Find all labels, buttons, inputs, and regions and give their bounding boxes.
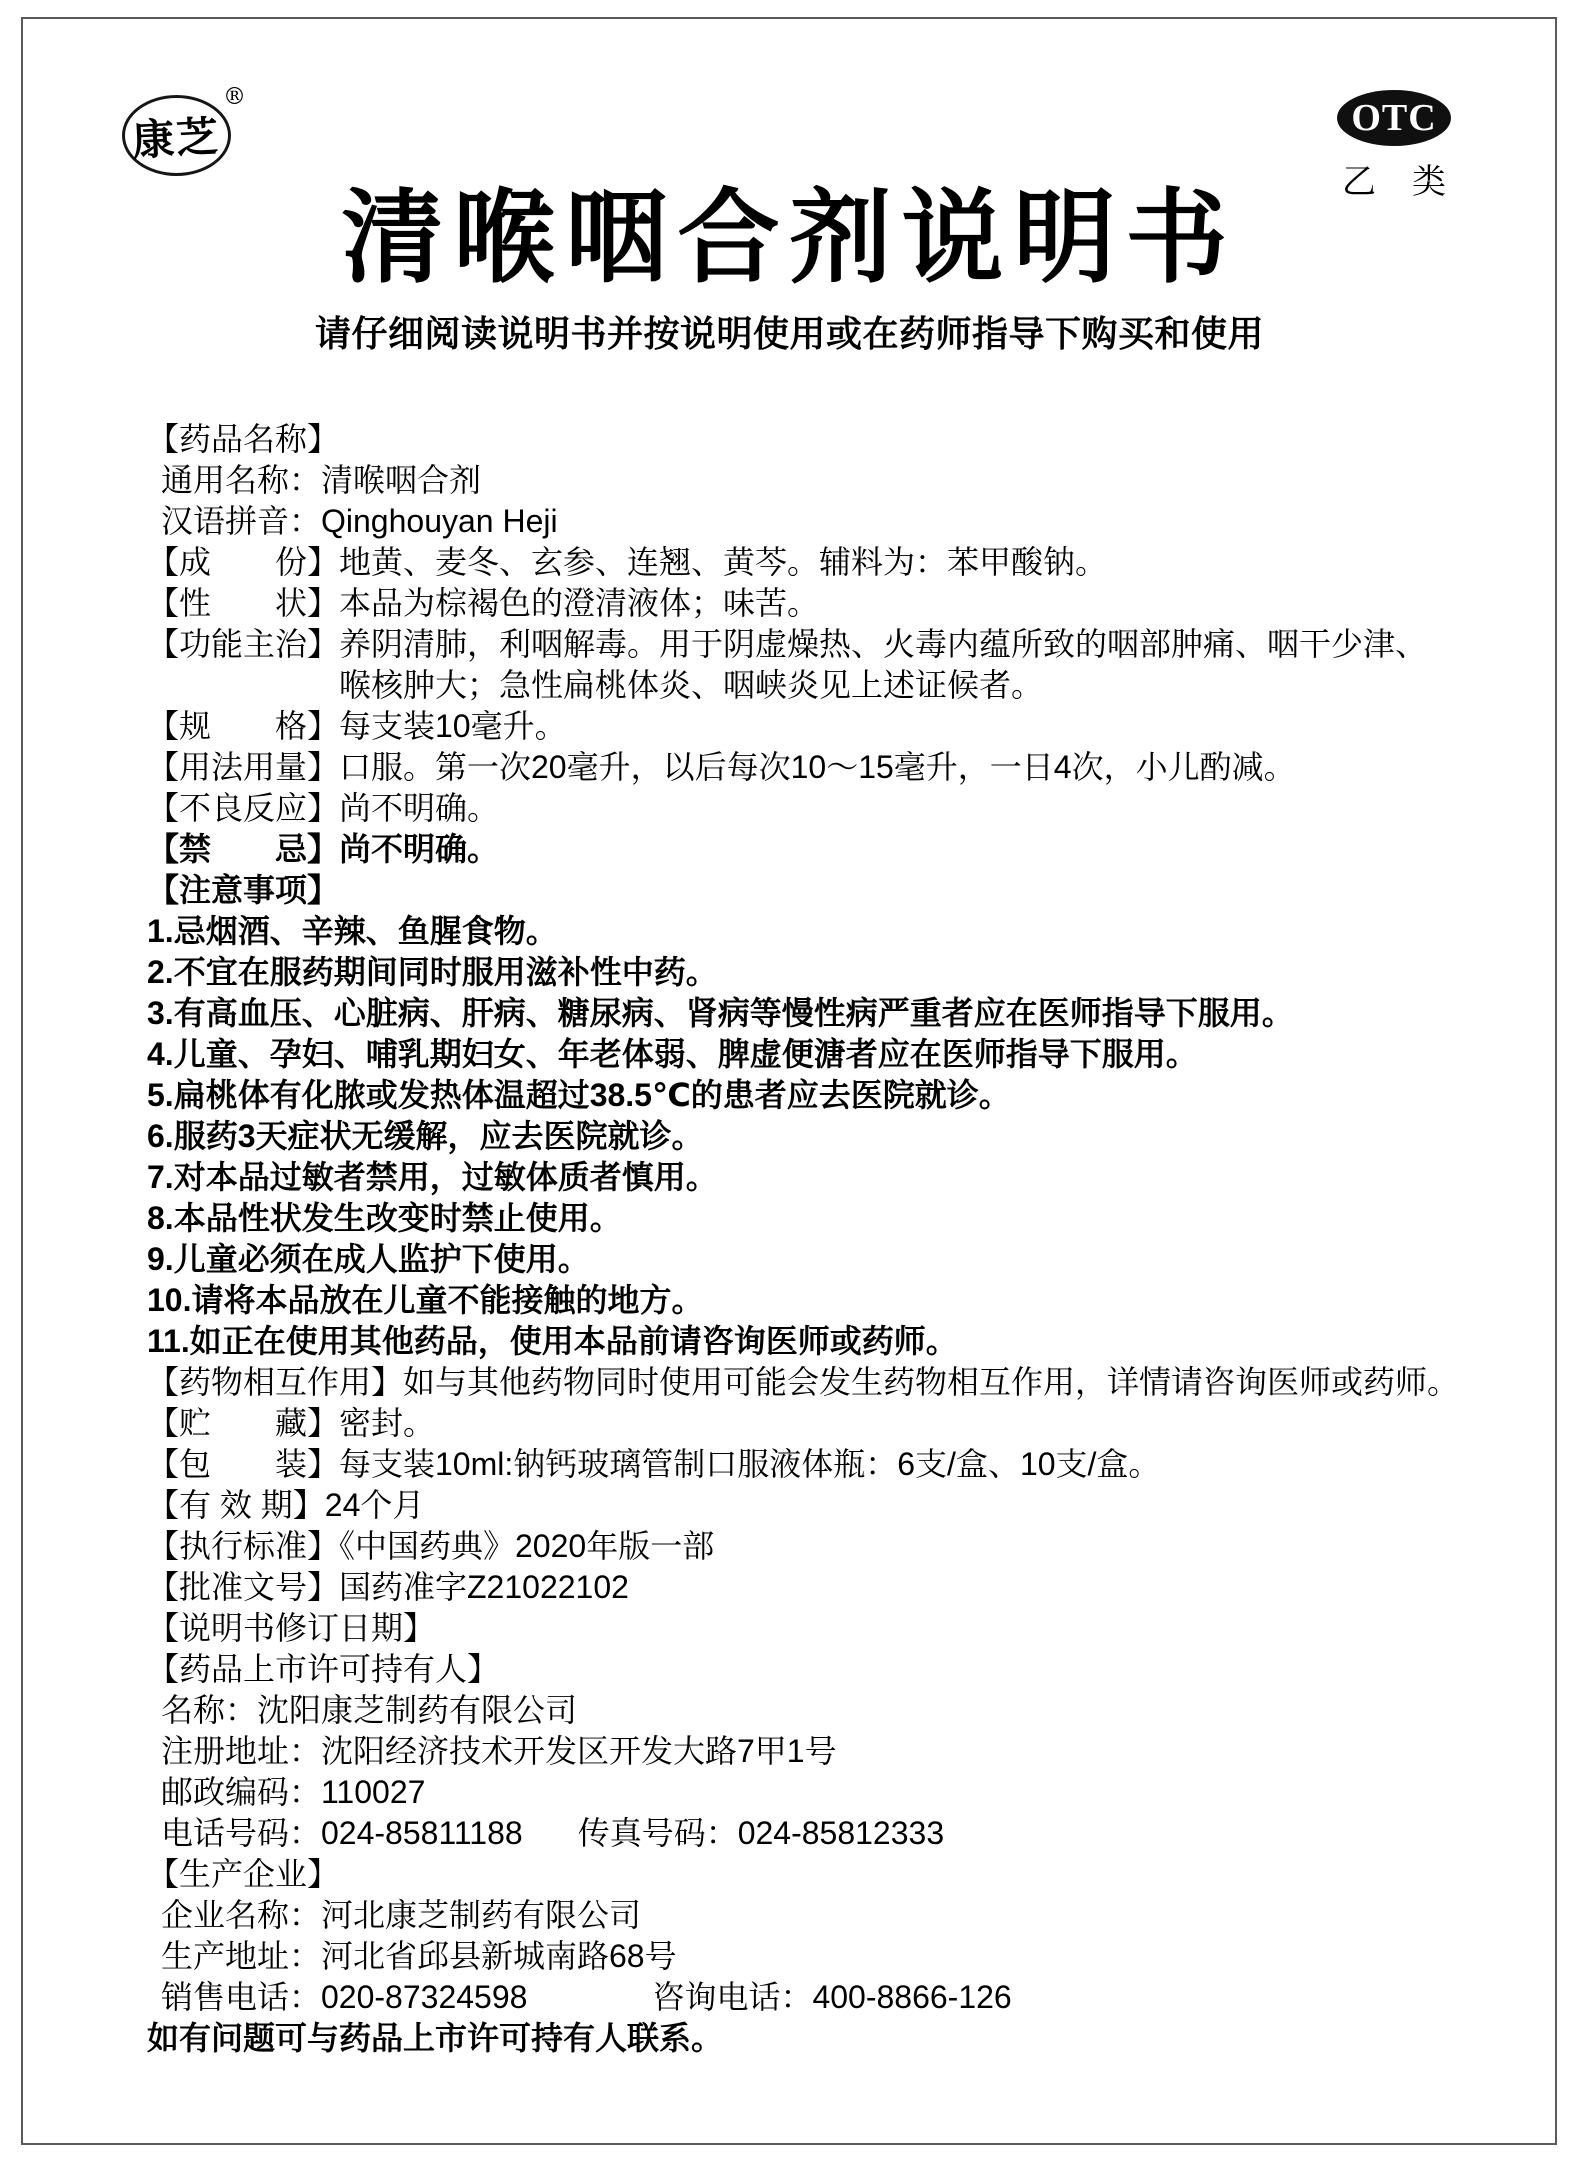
leaflet-body: [147, 419, 1507, 2059]
line-dosage: 【用法用量】口服。第一次20毫升，以后每次10～15毫升，一日4次，小儿酌减。: [147, 749, 1296, 785]
line-revision-date-header: 【说明书修订日期】: [147, 1610, 436, 1646]
page-subtitle: 请仔细阅读说明书并按说明使用或在药师指导下购买和使用: [314, 313, 1264, 354]
line-manufacturer-address: 生产地址：河北省邱县新城南路68号: [161, 1938, 677, 1974]
line-adverse-reactions: 【不良反应】尚不明确。: [147, 790, 500, 826]
line-precaution-9: 9.儿童必须在成人监护下使用。: [147, 1241, 590, 1277]
line-holder-postcode: 邮政编码：110027: [161, 1774, 426, 1810]
line-standard: 【执行标准】《中国药典》2020年版一部: [147, 1528, 715, 1564]
line-manufacturer-header: 【生产企业】: [147, 1856, 340, 1892]
line-holder-address: 注册地址：沈阳经济技术开发区开发大路7甲1号: [161, 1733, 837, 1769]
line-packaging: 【包 装】每支装10ml:钠钙玻璃管制口服液体瓶：6支/盒、10支/盒。: [147, 1446, 1161, 1482]
line-precaution-7: 7.对本品过敏者禁用，过敏体质者慎用。: [147, 1159, 718, 1195]
line-precaution-6: 6.服药3天症状无缓解，应去医院就诊。: [147, 1118, 704, 1154]
line-shelf-life: 【有 效 期】24个月: [147, 1487, 425, 1523]
line-holder-name: 名称：沈阳康芝制药有限公司: [161, 1692, 578, 1728]
brand-logo: [122, 95, 231, 176]
line-drug-name-header: 【药品名称】: [147, 421, 340, 457]
line-manufacturer-name: 企业名称：河北康芝制药有限公司: [161, 1897, 642, 1933]
otc-label: OTC: [1337, 90, 1451, 146]
line-storage: 【贮 藏】密封。: [147, 1405, 436, 1441]
line-license-holder-header: 【药品上市许可持有人】: [147, 1651, 500, 1687]
line-pinyin-name: 汉语拼音：Qinghouyan Heji: [161, 503, 558, 539]
consult-phone: 咨询电话：400-8866-126: [652, 1979, 1012, 2015]
line-indications-1: 【功能主治】养阴清肺，利咽解毒。用于阴虚燥热、火毒内蕴所致的咽部肿痛、咽干少津、: [147, 626, 1428, 662]
line-indications-2: 喉核肿大；急性扁桃体炎、咽峡炎见上述证候者。: [339, 667, 1044, 703]
line-approval-number: 【批准文号】国药准字Z21022102: [147, 1569, 629, 1605]
line-drug-interactions: 【药物相互作用】如与其他药物同时使用可能会发生药物相互作用，详情请咨询医师或药师。: [147, 1364, 1460, 1400]
line-precaution-2: 2.不宜在服药期间同时服用滋补性中药。: [147, 954, 718, 990]
line-generic-name: 通用名称：清喉咽合剂: [161, 462, 482, 498]
line-precaution-11: 11.如正在使用其他药品，使用本品前请咨询医师或药师。: [147, 1323, 958, 1359]
brand-logo-text: 康芝: [131, 111, 222, 165]
line-precautions-header: 【注意事项】: [147, 872, 340, 908]
holder-fax: 传真号码：024-85812333: [577, 1815, 945, 1851]
otc-class-char-1: 乙: [1342, 163, 1376, 201]
sales-phone: 销售电话：020-87324598: [161, 1979, 528, 2015]
line-precaution-5: 5.扁桃体有化脓或发热体温超过38.5℃的患者应去医院就诊。: [147, 1077, 1011, 1113]
line-precaution-8: 8.本品性状发生改变时禁止使用。: [147, 1200, 622, 1236]
line-holder-phones: [147, 1813, 1507, 1854]
line-description: 【性 状】本品为棕褐色的澄清液体；味苦。: [147, 585, 820, 621]
line-precaution-4: 4.儿童、孕妇、哺乳期妇女、年老体弱、脾虚便溏者应在医师指导下服用。: [147, 1036, 1198, 1072]
line-ingredients: 【成 份】地黄、麦冬、玄参、连翘、黄芩。辅料为：苯甲酸钠。: [147, 544, 1108, 580]
line-contraindications: 【禁 忌】尚不明确。: [147, 831, 500, 867]
holder-phone: 电话号码：024-85811188: [161, 1815, 523, 1851]
line-precaution-1: 1.忌烟酒、辛辣、鱼腥食物。: [147, 913, 558, 949]
line-contact-note: 如有问题可与药品上市许可持有人联系。: [147, 2020, 724, 2056]
otc-class-char-2: 类: [1412, 163, 1446, 201]
registered-trademark-icon: ®: [223, 84, 246, 110]
line-precaution-10: 10.请将本品放在儿童不能接触的地方。: [147, 1282, 704, 1318]
page-title: 清喉咽合剂说明书: [341, 181, 1238, 295]
line-specification: 【规 格】每支装10毫升。: [147, 708, 567, 744]
line-manufacturer-phones: [147, 1977, 1507, 2018]
line-precaution-3: 3.有高血压、心脏病、肝病、糖尿病、肾病等慢性病严重者应在医师指导下服用。: [147, 995, 1294, 1031]
